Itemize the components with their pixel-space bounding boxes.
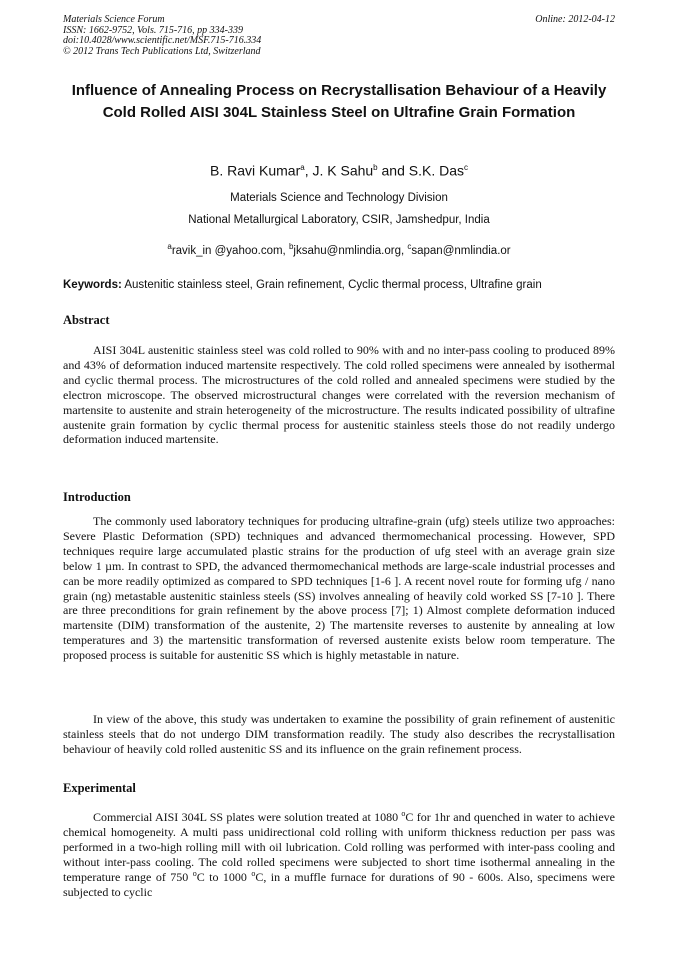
degree-mark: o [251, 868, 256, 878]
email-mark: c [407, 242, 412, 251]
experimental-text: C to 1000 [196, 869, 252, 884]
keywords-text: Austenitic stainless steel, Grain refinement, Cyclic thermal process, Ultrafine grain [121, 279, 542, 291]
author-list [63, 159, 615, 180]
issn-line: ISSN: 1662-9752, Vols. 715-716, pp 334-339 [63, 24, 243, 36]
email-list [63, 240, 615, 258]
affiliation-lab: National Metallurgical Laboratory, CSIR, Jamshedpur, India [188, 214, 490, 226]
author-separator: , [304, 162, 313, 179]
experimental-paragraph [63, 810, 615, 899]
email-address: sapan@nmlindia.or [411, 244, 511, 257]
journal-name: Materials Science Forum [63, 14, 165, 25]
author-mark: a [300, 163, 305, 172]
introduction-paragraph: In view of the above, this study was undertaken to examine the possibility of grain refinement of austenitic stainless steels that do not undergo DIM transformation readily. The study also describes the recrystallisation behaviour of heavily cold rolled austenitic SS and its influence on the grain refinement process. [63, 712, 615, 756]
email-mark: a [167, 242, 172, 251]
author-name: S.K. Das [408, 162, 465, 179]
author-name: B. Ravi Kumar [209, 162, 301, 179]
degree-mark: o [401, 809, 406, 818]
email-mark: b [288, 242, 294, 251]
experimental-text: C for 1hr and quenched in water to achieve chemical homogeneity. A multi pass unidirectional cold rolling with uniform thickness reduction per pass was performed in a two-high rolling mill with oil lubrication. Cold rolling was performed with inter-pass cooling and without inter-pass cooling. The cold rolled specimens were subjected to short time isothermal annealing in the temperature range of 750 [63, 810, 615, 884]
experimental-heading: Experimental [63, 781, 136, 795]
paper-title: Influence of Annealing Process on Recrystallisation Behaviour of a Heavily Cold Rolled AISI 304L Stainless Steel on Ultrafine Grain Formation [71, 82, 607, 121]
introduction-heading: Introduction [63, 490, 131, 504]
affiliation-division: Materials Science and Technology Division [230, 192, 448, 204]
keywords-label: Keywords: [63, 279, 122, 291]
abstract-text: AISI 304L austenitic stainless steel was cold rolled to 90% with and no inter-pass cooling to produced 89% and 43% of deformation induced martensite respectively. The cold rolled specimens were annealed by isothermal and cyclic thermal process. The microstructures of the cold rolled and annealed specimens were studied by the electron microscope. The observed microstructural changes were correlated with the reversion mechanism of martensite to austenite and strain heterogeneity of the microstructure. The results indicated possibility of ultrafine austenite grain formation by cyclic thermal process for austenitic stainless steels those do not readily undergo deformation induced martensite. [63, 343, 615, 447]
introduction-paragraph: The commonly used laboratory techniques for producing ultrafine-grain (ufg) steels utilize two approaches: Severe Plastic Deformation (SPD) techniques and advanced thermomechanical processing. However, SPD techniques require large accumulated plastic strains for the production of ufg steel with an average grain size below 1 µm. In contrast to SPD, the advanced thermomechanical methods are large-scale industrial processes and can be more readily optimized as compared to SPD techniques [1-6 ]. A recent novel route for forming ufg / nano grain (ng) metastable austenitic stainless steels (SS) involves annealing of heavily cold worked SS [7-10 ]. There are three preconditions for grain refinement by the above process [7]; 1) Almost complete deformation induced martensite (DIM) transformation of the austenite, 2) The martensite reverses to austenite by annealing at low temperatures and 3) the martensitic transformation of reversed austenite exists below room temperature. The proposed process is suitable for austenitic SS which is highly metastable in nature. [63, 514, 615, 663]
experimental-text: C, in a muffle furnace for durations of 90 - 600s. Also, specimens were subjected to cyclic [63, 869, 615, 899]
degree-mark: o [192, 868, 197, 878]
online-date: Online: 2012-04-12 [535, 14, 615, 25]
author-separator: and [377, 162, 409, 179]
email-address: jksahu@nmlindia.org, [293, 244, 408, 257]
email-address: ravik_in @yahoo.com, [171, 244, 289, 257]
author-mark: c [464, 163, 469, 172]
doi-line: doi:10.4028/www.scientific.net/MSF.715-716.334 [63, 35, 262, 46]
experimental-text: Commercial AISI 304L SS plates were solution treated at 1080 [93, 810, 402, 824]
keywords [63, 278, 623, 292]
abstract-heading: Abstract [63, 313, 110, 327]
copyright-line: © 2012 Trans Tech Publications Ltd, Switzerland [63, 45, 261, 57]
author-name: J. K Sahu [312, 162, 374, 179]
journal-header [63, 15, 615, 57]
author-mark: b [373, 163, 378, 172]
